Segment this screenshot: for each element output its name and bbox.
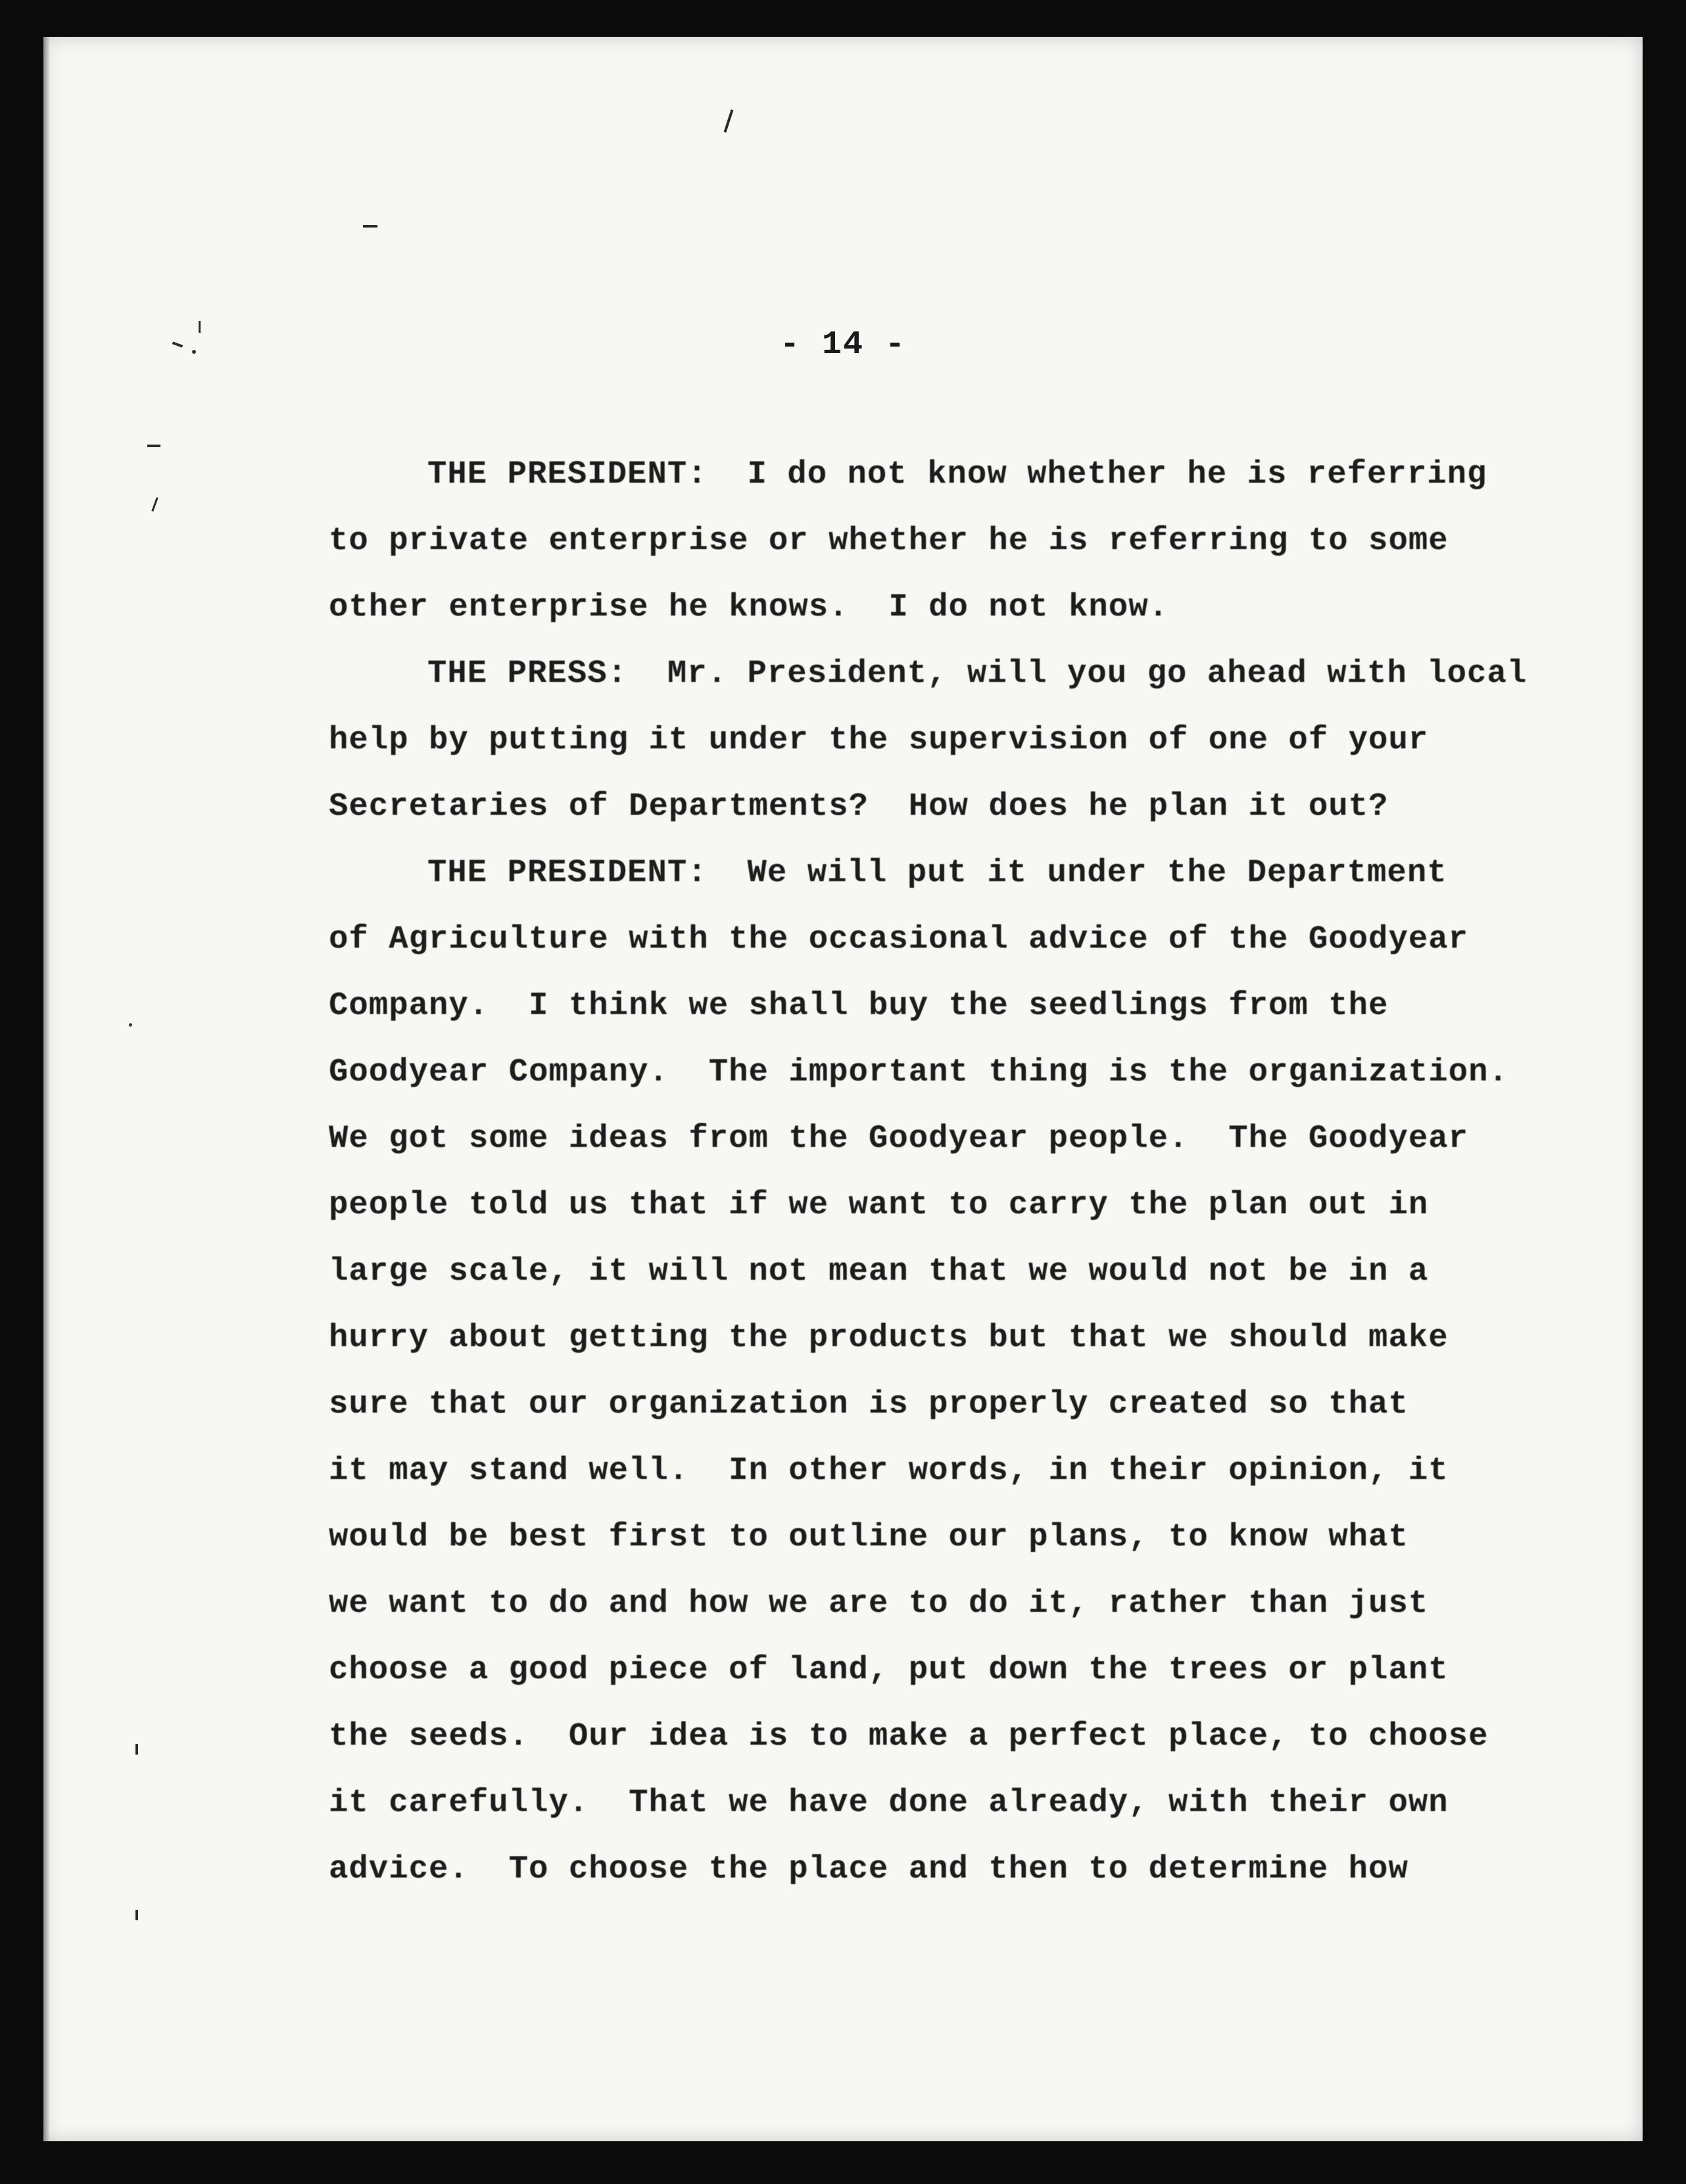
text-line: Company. I think we shall buy the seedlings from the xyxy=(329,987,1389,1024)
text-line: sure that our organization is properly created so that xyxy=(329,1386,1409,1422)
text-line: the seeds. Our idea is to make a perfect place, to choose xyxy=(329,1718,1489,1755)
stray-mark xyxy=(135,1910,138,1920)
text-line: advice. To choose the place and then to determine how xyxy=(329,1851,1409,1887)
text-line: to private enterprise or whether he is referring to some xyxy=(329,522,1449,559)
stray-mark xyxy=(151,497,158,512)
text-line: help by putting it under the supervision of one of your xyxy=(329,721,1429,758)
text-line: people told us that if we want to carry the plan out in xyxy=(329,1186,1429,1223)
text-line: Secretaries of Departments? How does he plan it out? xyxy=(329,788,1389,825)
stray-mark xyxy=(147,445,160,447)
text-line: choose a good piece of land, put down the trees or plant xyxy=(329,1651,1449,1688)
text-line: Goodyear Company. The important thing is the organization. xyxy=(329,1054,1508,1090)
text-line: hurry about getting the products but that we should make xyxy=(329,1319,1449,1356)
stray-mark xyxy=(135,1744,138,1755)
stray-mark xyxy=(129,1023,132,1027)
document-page xyxy=(43,37,1643,2141)
text-line: we want to do and how we are to do it, rather than just xyxy=(329,1585,1429,1622)
text-line: THE PRESIDENT: I do not know whether he is referring xyxy=(427,456,1487,493)
text-line: other enterprise he knows. I do not know. xyxy=(329,589,1169,625)
stray-mark xyxy=(724,109,734,132)
text-line: We got some ideas from the Goodyear people. The Goodyear xyxy=(329,1120,1469,1157)
text-line: large scale, it will not mean that we would not be in a xyxy=(329,1253,1429,1290)
text-line: THE PRESIDENT: We will put it under the Department xyxy=(427,854,1447,891)
text-line: it may stand well. In other words, in their opinion, it xyxy=(329,1452,1449,1489)
text-line: of Agriculture with the occasional advice of the Goodyear xyxy=(329,921,1469,958)
text-line: would be best first to outline our plans, to know what xyxy=(329,1518,1409,1555)
text-line: it carefully. That we have done already, with their own xyxy=(329,1784,1449,1821)
page-number: - 14 - xyxy=(779,326,907,364)
transcript-body xyxy=(329,441,1578,1903)
stray-mark xyxy=(363,225,377,228)
text-line: THE PRESS: Mr. President, will you go ahead with local xyxy=(427,655,1528,692)
